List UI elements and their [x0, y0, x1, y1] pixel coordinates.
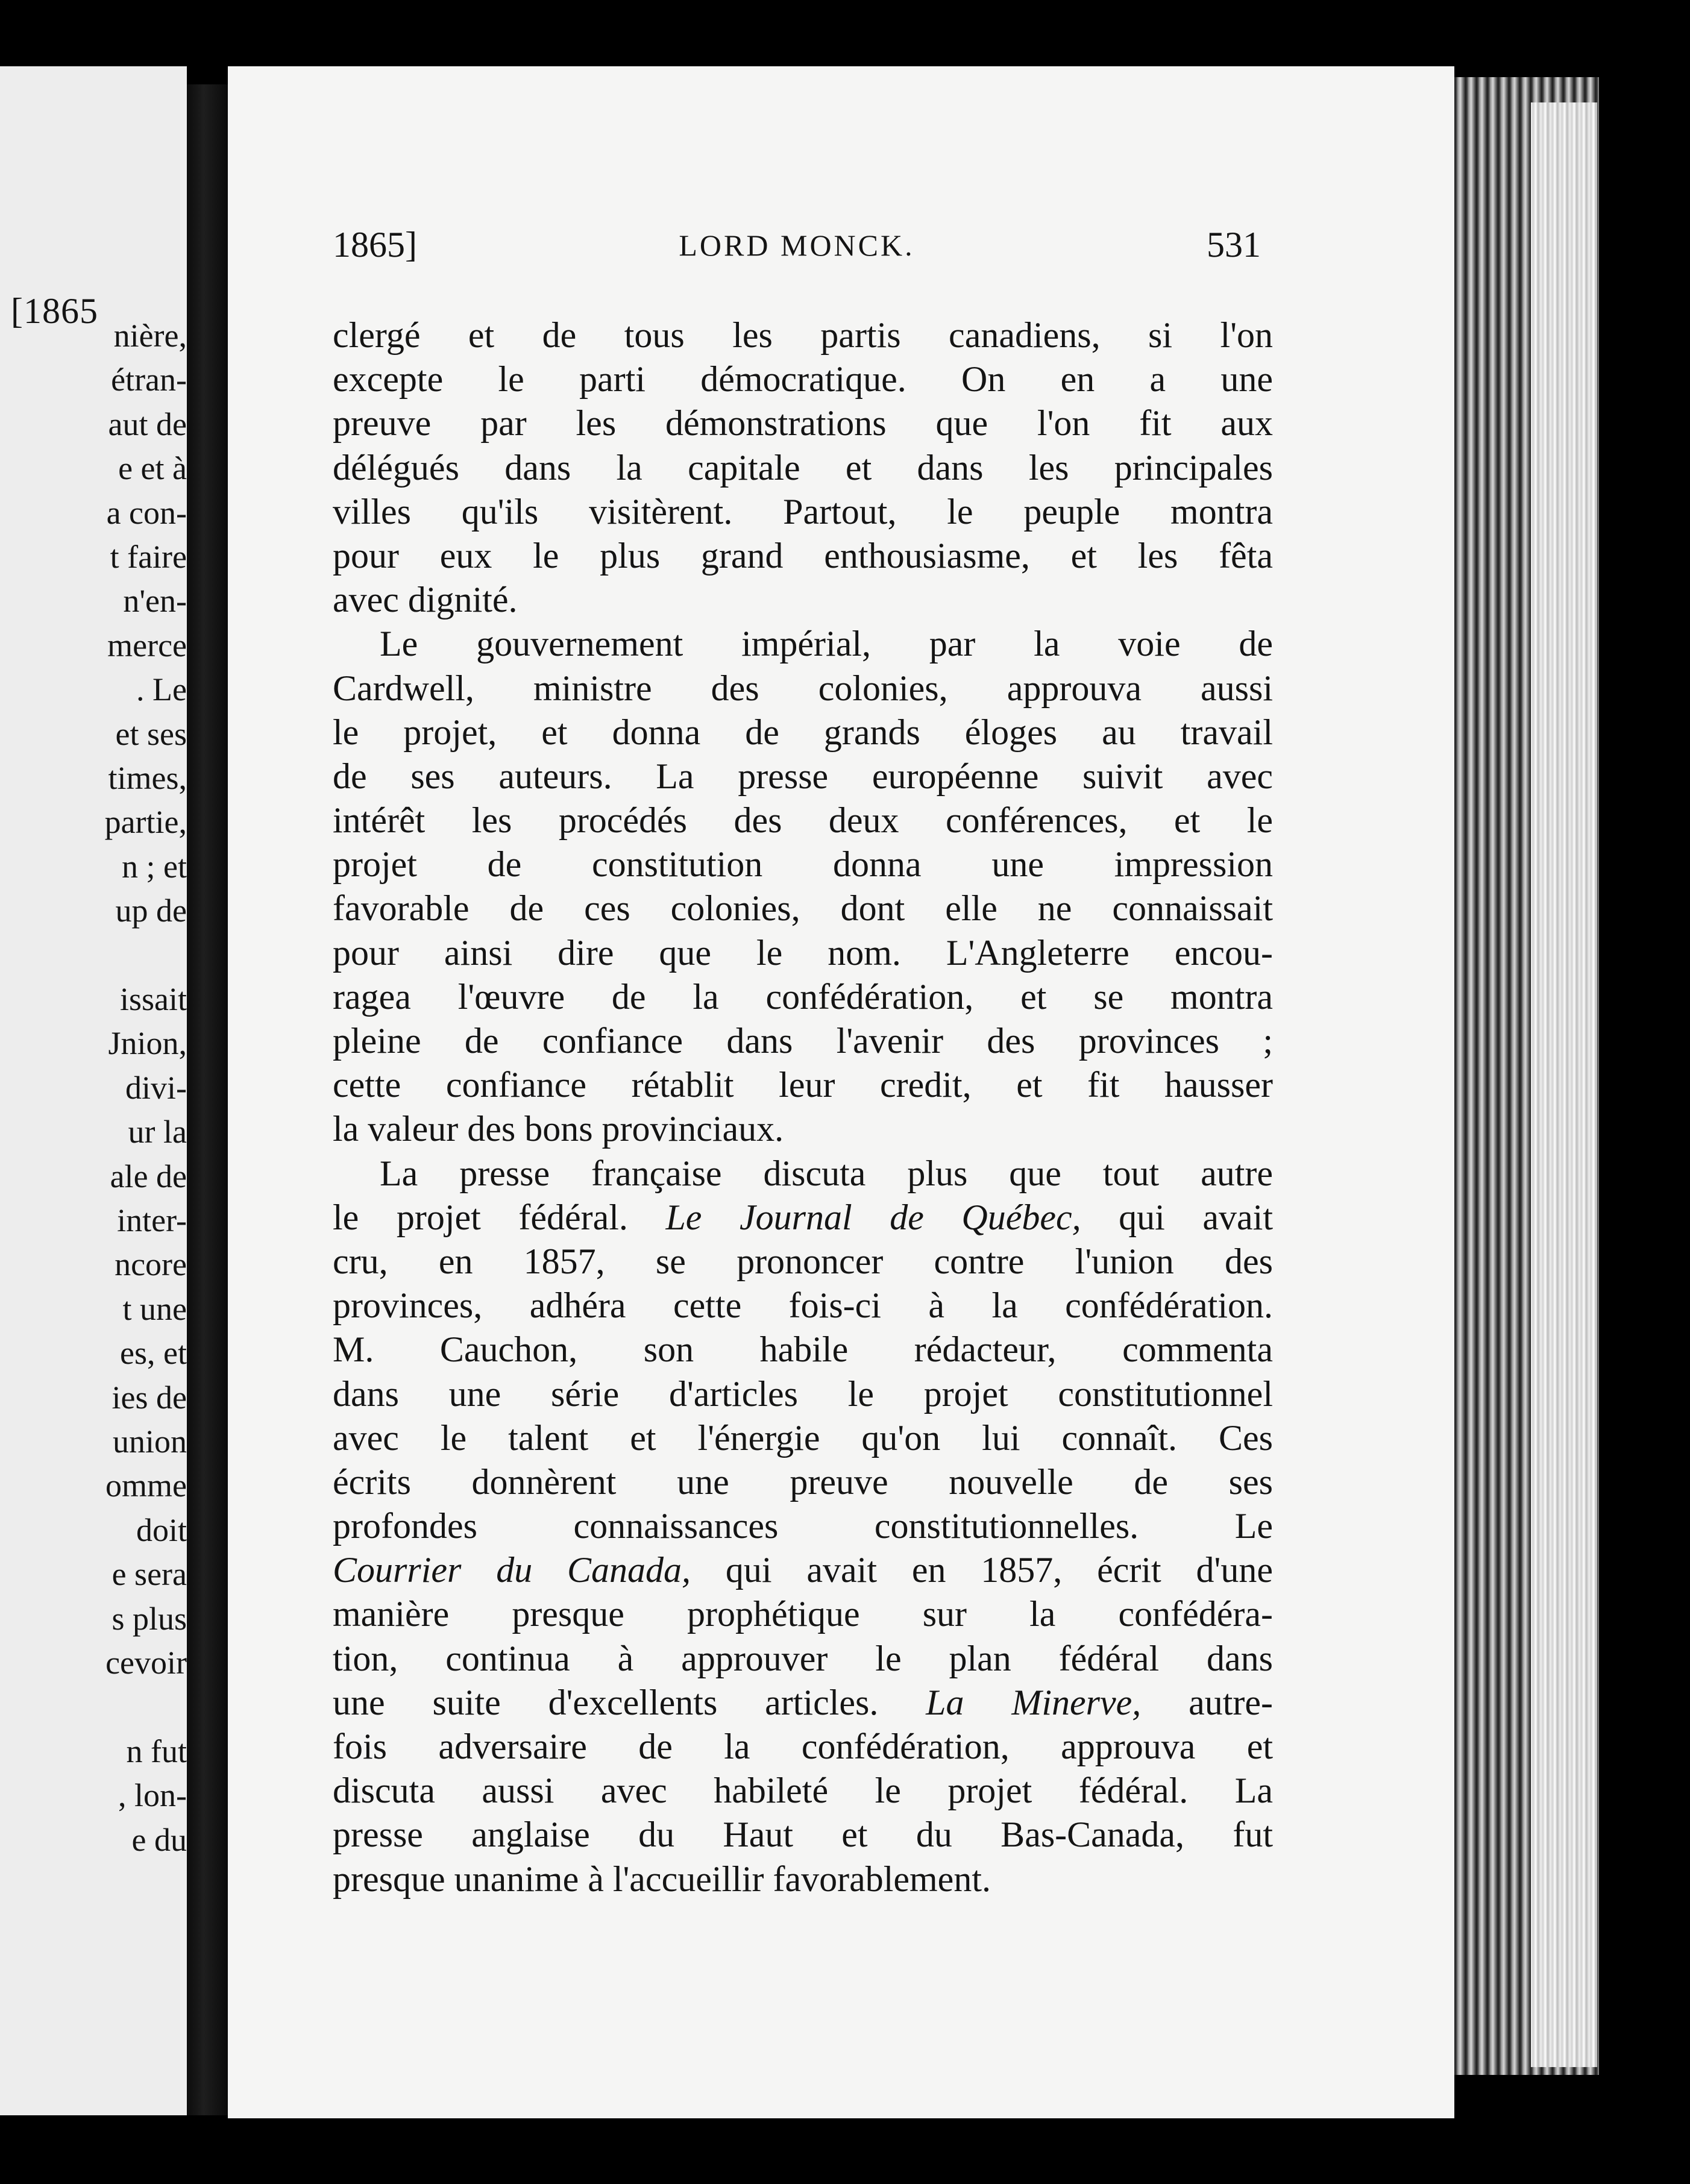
- running-head-title: LORD MONCK.: [679, 228, 915, 262]
- left-page-line: ies de: [112, 1379, 187, 1416]
- text-run: autre-: [1141, 1682, 1273, 1722]
- left-page-line: ncore: [115, 1246, 187, 1283]
- text-line: discuta aussi avec habileté le projet fédéral. La: [333, 1771, 1273, 1811]
- text-line: intérêt les procédés des deux conférences, et le: [333, 800, 1273, 841]
- text-line: pour eux le plus grand enthousiasme, et les fêta: [333, 535, 1273, 576]
- text-line: de ses auteurs. La presse européenne suivit avec: [333, 756, 1273, 796]
- left-page-line: up de: [115, 893, 187, 929]
- text-line: [333, 1196, 1273, 1240]
- book-gutter: [187, 84, 229, 2115]
- text-line: ragea l'œuvre de la confédération, et se montra: [333, 976, 1273, 1017]
- text-line: fois adversaire de la confédération, approuva et: [333, 1727, 1273, 1766]
- text-line: presque unanime à l'accueillir favorablement.: [333, 1859, 991, 1899]
- left-page-line: n'en-: [123, 583, 187, 620]
- left-page-line: t faire: [110, 539, 187, 575]
- text-line: clergé et de tous les partis canadiens, si l'on: [333, 315, 1273, 355]
- left-page-line: . Le: [136, 671, 187, 708]
- text-line: Le gouvernement impérial, par la voie de: [380, 624, 1273, 664]
- left-page-line: merce: [107, 627, 187, 664]
- text-run: qui avait en 1857, écrit d'une: [691, 1550, 1273, 1590]
- text-line: preuve par les démonstrations que l'on fit aux: [333, 403, 1273, 444]
- italic-title: Courrier du Canada,: [333, 1550, 691, 1590]
- text-line: [333, 1548, 1273, 1592]
- left-page-line: e du: [131, 1821, 187, 1858]
- text-line: tion, continua à approuver le plan fédéral dans: [333, 1638, 1273, 1678]
- text-line: pleine de confiance dans l'avenir des provinces ;: [333, 1021, 1273, 1061]
- running-head-year: 1865]: [333, 225, 417, 265]
- text-line: pour ainsi dire que le nom. L'Angleterre encou-: [333, 932, 1273, 973]
- left-page-line: doit: [136, 1511, 187, 1548]
- text-line: la valeur des bons provinciaux.: [333, 1109, 784, 1149]
- left-page-line: Jnion,: [108, 1025, 187, 1062]
- left-page-line: e sera: [112, 1556, 187, 1593]
- body-text: [333, 313, 1273, 1901]
- page-number: 531: [1207, 225, 1261, 265]
- text-line: écrits donnèrent une preuve nouvelle de ses: [333, 1461, 1273, 1502]
- text-run: une suite d'excellents articles.: [333, 1682, 926, 1722]
- left-page-line: et ses: [115, 715, 187, 752]
- left-running-head: [1865: [11, 291, 98, 331]
- text-line: excepte le parti démocratique. On en a une: [333, 359, 1273, 400]
- text-line: avec le talent et l'énergie qu'on lui connaît. Ces: [333, 1417, 1273, 1458]
- text-line: favorable de ces colonies, dont elle ne connaissait: [333, 888, 1273, 929]
- left-page-line: nière,: [113, 318, 187, 354]
- left-page-line: times,: [108, 760, 187, 796]
- running-head: [333, 224, 1261, 272]
- text-line: délégués dans la capitale et dans les principales: [333, 447, 1273, 488]
- left-page-line: ur la: [128, 1114, 187, 1150]
- left-page: [0, 66, 187, 2115]
- text-line: avec dignité.: [333, 580, 518, 620]
- italic-title: La Minerve,: [926, 1682, 1142, 1722]
- text-run: le projet fédéral.: [333, 1197, 666, 1237]
- left-page-line: omme: [105, 1467, 187, 1504]
- left-page-line: aut de: [108, 406, 187, 442]
- left-page-line: divi-: [125, 1069, 187, 1106]
- left-page-line: partie,: [104, 804, 187, 841]
- text-line: presse anglaise du Haut et du Bas-Canada, fut: [333, 1815, 1273, 1855]
- left-page-line: union: [112, 1423, 187, 1460]
- page-edges-highlight: [1531, 102, 1597, 2067]
- left-page-line: es, et: [120, 1335, 187, 1372]
- left-page-line: s plus: [112, 1600, 187, 1637]
- left-page-line: cevoir: [105, 1645, 187, 1681]
- left-page-line: t une: [122, 1290, 187, 1327]
- left-page-line: , lon-: [118, 1777, 187, 1814]
- left-page-line: a con-: [106, 494, 187, 531]
- text-line: cru, en 1857, se prononcer contre l'union des: [333, 1241, 1273, 1281]
- left-page-line: inter-: [117, 1202, 187, 1238]
- text-line: profondes connaissances constitutionnelles. Le: [333, 1506, 1273, 1546]
- text-line: La presse française discuta plus que tout autre: [380, 1153, 1273, 1193]
- text-line: dans une série d'articles le projet constitutionnel: [333, 1373, 1273, 1414]
- text-line: projet de constitution donna une impression: [333, 844, 1273, 885]
- left-page-line: issait: [119, 981, 187, 1017]
- left-page-line: ale de: [110, 1158, 187, 1194]
- text-line: manière presque prophétique sur la confédéra-: [333, 1594, 1273, 1634]
- text-line: le projet, et donna de grands éloges au travail: [333, 712, 1273, 752]
- text-line: villes qu'ils visitèrent. Partout, le peuple montra: [333, 491, 1273, 532]
- text-run: qui avait: [1081, 1197, 1273, 1237]
- italic-title: Le Journal de Québec,: [665, 1197, 1081, 1237]
- text-line: Cardwell, ministre des colonies, approuva aussi: [333, 668, 1273, 708]
- left-page-line: n ; et: [122, 848, 187, 885]
- text-line: [333, 1681, 1273, 1725]
- text-line: cette confiance rétablit leur credit, et fit hausser: [333, 1065, 1273, 1105]
- left-page-line: étran-: [111, 362, 187, 398]
- text-line: M. Cauchon, son habile rédacteur, commenta: [333, 1329, 1273, 1370]
- text-line: provinces, adhéra cette fois-ci à la confédération.: [333, 1285, 1273, 1326]
- left-page-line: n fut: [126, 1733, 187, 1769]
- left-page-line: e et à: [118, 450, 187, 487]
